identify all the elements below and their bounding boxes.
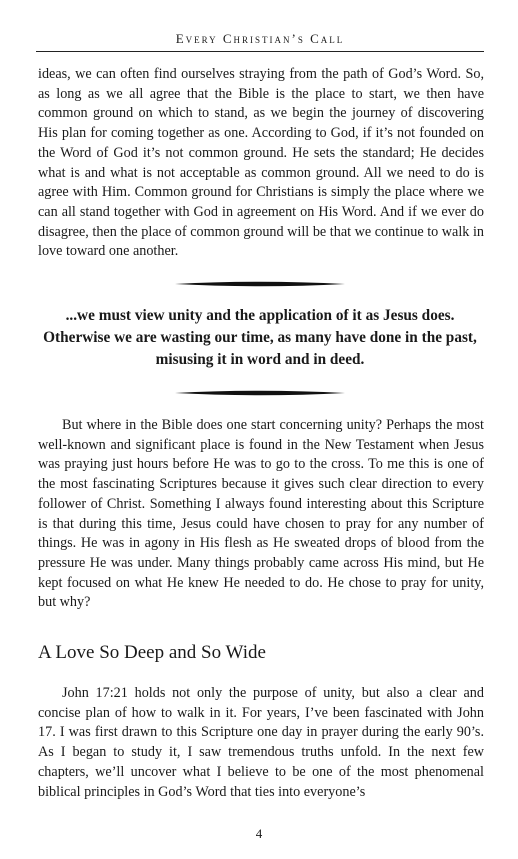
running-header-title: Every Christian’s Call — [175, 31, 345, 46]
ornamental-divider-top — [175, 279, 345, 289]
body-paragraph-1: ideas, we can often find ourselves straying from the path of God’s Word. So, as long as we all agree that the Bible is the place to start, we then have common ground on which to stand, as we begin the journey of discovering His plan for coming together as one. According to God, if it’s not founded on the Word of God it’s not common ground. He sets the standard; He decides what is and what is not acceptable as common ground. All we need to do is agree with Him. Common ground for Christians is simply the place where we can all stand together with God in agreement on His Word. And if we ever do disagree, then the place of common ground will be that we continue to walk in love toward one another. — [38, 66, 484, 260]
ornamental-divider-bottom — [175, 388, 345, 398]
body-paragraph-3: John 17:21 holds not only the purpose of unity, but also a clear and concise plan of how to walk in it. For years, I’ve been fascinated with John 17. I was first drawn to this Scripture one day in prayer during the early 90’s. As I began to study it, I saw tremendous truths unfold. In the next few chapters, we’ll uncover what I believe to be one of the most phenomenal biblical principles in God’s Word that ties into everyone’s — [38, 685, 484, 800]
page-number: 4 — [255, 826, 263, 841]
body-paragraph-2: But where in the Bible does one start concerning unity? Perhaps the most well-known and significant place is found in the New Testament when Jesus was praying just hours before He was to go to the cross. To me this is one of the most fascinating Scriptures because it gives such clear direction to every follower of Christ. Something I always found interesting about this Scripture is that during this time, Jesus could have chosen to pray for any number of things. He was in agony in His flesh as He sweated drops of blood from the pressure He was under. Many things probably came across His mind, but He kept focused on what He knew He needed to do. He chose to pray for unity, but why? — [38, 417, 484, 611]
header-rule — [36, 51, 484, 52]
pull-quote: ...we must view unity and the application of it as Jesus does. Otherwise we are wasting our time, as many have done in the past, misusing it in word and in deed. — [43, 307, 477, 368]
section-heading: A Love So Deep and So Wide — [38, 642, 266, 663]
